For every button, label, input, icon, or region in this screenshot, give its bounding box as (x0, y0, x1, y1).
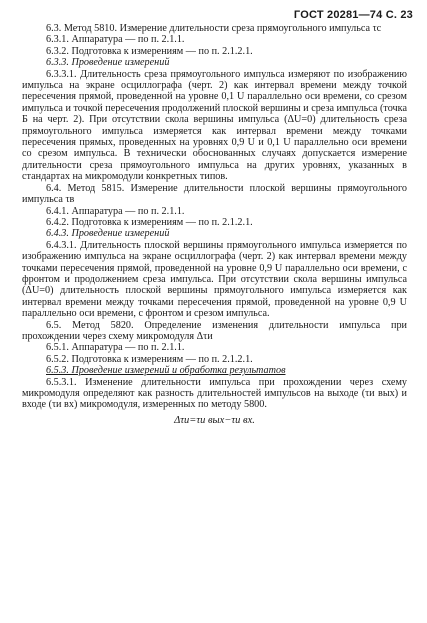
section-6-4-title: 6.4. Метод 5815. Измерение длительности плоской вершины прямоугольного импульса τв (22, 182, 407, 206)
section-6-5-1: 6.5.1. Аппаратура — по п. 2.1.1. (46, 342, 185, 354)
section-6-5-title: 6.5. Метод 5820. Определение изменения длительности импульса при прохождении через схему микромодуля Δτи (22, 319, 407, 342)
section-6-3-1: 6.3.1. Аппаратура — по п. 2.1.1. (46, 34, 185, 46)
section-6-4-3-1: 6.4.3.1. Длительность плоской вершины прямоугольного импульса измеряется по изображению импульса на экране осциллографа (черт. 2) как интервал времени между точками пересечения прямой, проведенной на уровне 0,9 U параллельно оси времени, с фронтом и продолжением среза импульса. При отсутствии скола вершины импульса (ΔU=0) длительность плоской вершины прямоугольного импульса измеряется как интервал времени между точками пересечения прямой, проведенной на уровне 0,9 U параллельно оси времени, с фронтом и срезом импульса. (22, 239, 407, 320)
section-6-3-title: 6.3. Метод 5810. Измерение длительности среза прямоугольного импульса τс (46, 23, 382, 34)
section-6-4-3: 6.4.3. Проведение измерений (46, 228, 170, 240)
page-content (22, 23, 407, 437)
section-6-5-3-1: 6.5.3.1. Изменение длительности импульса при прохождении через схему микромодуля определяют как разность длительностей импульсов на выходе (τи вых) и входе (τи вх) микромодуля, измеренных по методу 5800. (22, 376, 407, 411)
section-6-4-2: 6.4.2. Подготовка к измерениям — по п. 2.1.2.1. (46, 216, 253, 228)
section-6-3-2: 6.3.2. Подготовка к измерениям — по п. 2.1.2.1. (46, 45, 253, 57)
section-6-3-3-1: 6.3.3.1. Длительность среза прямоугольного импульса измеряют по изображению импульса на экране осциллографа (черт. 2) как интервал времени между точкой пересечения прямой, проведенной на уровне 0,1 U параллельно оси времени, со срезом импульса и точкой пересечения продолжений плоской вершины и среза импульса (точка Б на черт. 2). При отсутствии скола вершины импульса (ΔU=0) длительность среза прямоугольного импульса измеряется как интервал времени между точками пересечения прямых, проведенных на уровнях 0,9 U и 0,1 U параллельно оси времени со срезом импульса. В технически обоснованных случаях допускается измерение длительности среза прямоугольного импульса на других уровнях, указанных в стандартах на микромодули конкретных типов. (22, 68, 407, 183)
section-6-4-1: 6.4.1. Аппаратура — по п. 2.1.1. (46, 205, 185, 217)
section-6-5-2: 6.5.2. Подготовка к измерениям — по п. 2.1.2.1. (46, 353, 253, 365)
section-6-3-3: 6.3.3. Проведение измерений (46, 57, 170, 69)
page-header: ГОСТ 20281—74 С. 23 (293, 9, 413, 21)
section-6-5-3: 6.5.3. Проведение измерений и обработка результатов (46, 365, 286, 377)
formula-delta-tau: Δτи=τи вых−τи вх. (174, 414, 255, 426)
